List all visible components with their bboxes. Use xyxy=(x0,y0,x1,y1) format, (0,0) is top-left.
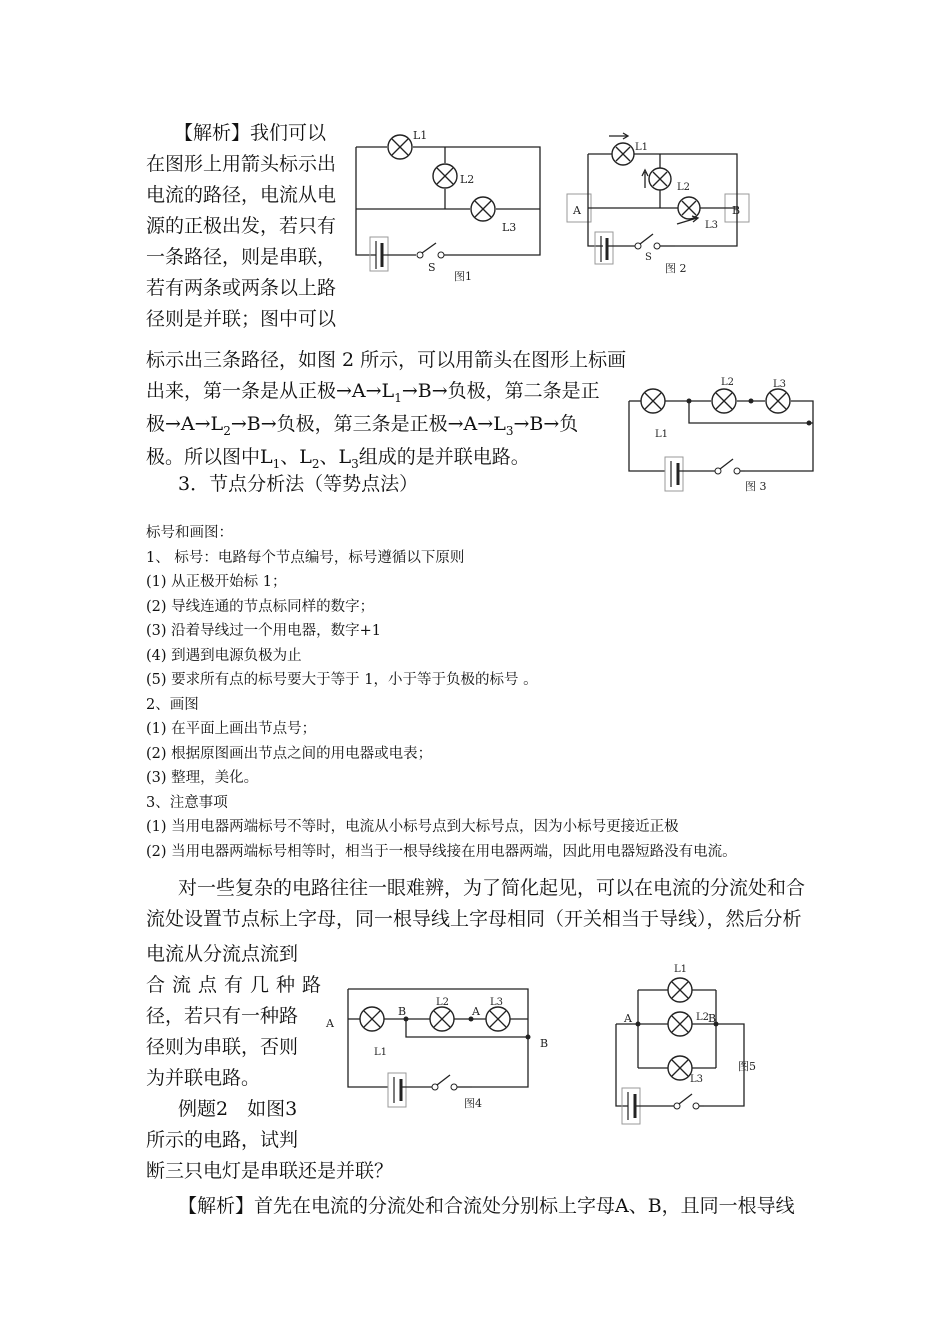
figure-caption: 图4 xyxy=(464,1097,482,1110)
figure-caption: 图1 xyxy=(454,270,472,283)
text-line: 【解析】我们可以 xyxy=(174,122,327,144)
figure-5-circuit xyxy=(604,958,774,1128)
text-line: 合流点有几种路 xyxy=(146,974,329,996)
text-line: 若有两条或两条以上路 xyxy=(146,277,337,299)
label-l1: L1 xyxy=(635,142,649,153)
label-l1: L1 xyxy=(374,1047,388,1058)
text-line: 电流的路径，电流从电 xyxy=(146,184,337,206)
label-l2: L2 xyxy=(721,377,735,388)
node-b: B xyxy=(732,204,741,217)
list-item: 2、画图 xyxy=(146,696,199,713)
figure-caption: 图 2 xyxy=(665,262,687,275)
example-heading: 例题2 如图3 xyxy=(178,1098,298,1120)
label-l3: L3 xyxy=(690,1074,704,1085)
final-line: 【解析】首先在电流的分流处和合流处分别标上字母A、B，且同一根导线 xyxy=(178,1195,795,1217)
figure-3-circuit xyxy=(625,375,820,500)
text-line: 标示出三条路径，如图 2 所示，可以用箭头在图形上标画 xyxy=(146,349,627,371)
intro-wide-text xyxy=(146,345,627,475)
text-line: 径，若只有一种路 xyxy=(146,1005,299,1027)
figure-2-circuit xyxy=(565,128,755,278)
list-item: (3) 沿着导线过一个用电器，数字+1 xyxy=(146,623,382,639)
section-heading: 3．节点分析法（等势点法） xyxy=(178,473,419,495)
label-l1: L1 xyxy=(674,964,688,975)
text-line: 所示的电路，试判 xyxy=(146,1129,299,1151)
label-l3: L3 xyxy=(705,220,719,231)
text-line: 对一些复杂的电路往往一眼难辨，为了简化起见，可以在电流的分流处和合 xyxy=(178,877,806,899)
list-item: (1) 当用电器两端标号不等时，电流从小标号点到大标号点，因为小标号更接近正极 xyxy=(146,819,679,835)
list-item: (2) 根据原图画出节点之间的用电器或电表； xyxy=(146,745,433,762)
node-b-2: B xyxy=(540,1037,549,1050)
node-a: A xyxy=(326,1017,334,1030)
text-line: 极。所以图中$L_1$、$L_2$、$L_3$组成的是并联电路。 xyxy=(146,446,530,471)
list-item: (5) 要求所有点的标号要大于等于 1，小于等于负极的标号 。 xyxy=(146,672,538,688)
intro-narrow-text xyxy=(146,118,346,335)
node-b: B xyxy=(398,1005,407,1018)
text-line: 流处设置节点标上字母，同一根导线上字母相同（开关相当于导线），然后分析 xyxy=(146,908,802,930)
figure-4-circuit xyxy=(322,975,562,1115)
label-l3: L3 xyxy=(773,379,787,390)
label-l3: L3 xyxy=(490,997,504,1008)
paragraph-node-method xyxy=(146,873,826,935)
list-item: (2) 导线连通的节点标同样的数字； xyxy=(146,598,375,615)
text-line: 为并联电路。 xyxy=(146,1067,261,1089)
text-line: 极$\to A\to L_2\to B\to$负极，第三条是正极$\to A\to L_3\to B\to$负 xyxy=(146,413,579,438)
label-l1: L1 xyxy=(413,129,428,142)
list-item: 1、 标号：电路每个节点编号，标号遵循以下原则 xyxy=(146,549,465,566)
node-a-2: A xyxy=(472,1005,480,1018)
text-line: 出来，第一条是从正极$\to A\to L_1\to B\to$负极，第二条是正 xyxy=(146,380,600,405)
node-a: A xyxy=(573,204,581,217)
list-item: (2) 当用电器两端标号相等时，相当于一根导线接在用电器两端，因此用电器短路没有电流。 xyxy=(146,843,737,860)
label-switch: S xyxy=(428,261,436,274)
list-item: (3) 整理，美化。 xyxy=(146,770,259,786)
label-switch: S xyxy=(645,252,652,263)
steps-title: 标号和画图： xyxy=(146,525,233,541)
label-l1: L1 xyxy=(655,429,669,440)
label-l3: L3 xyxy=(502,221,517,234)
node-a: A xyxy=(624,1012,632,1025)
text-line: 一条路径，则是串联， xyxy=(146,246,337,268)
label-l2: L2 xyxy=(677,182,691,193)
node-b: B xyxy=(708,1012,717,1025)
figure-1-circuit xyxy=(350,125,550,285)
text-line: 断三只电灯是串联还是并联？ xyxy=(146,1160,394,1182)
label-l2: L2 xyxy=(696,1012,710,1023)
text-line: 径则是并联；图中可以 xyxy=(146,308,337,330)
text-line: 源的正极出发，若只有 xyxy=(146,215,337,237)
list-item: 3、注意事项 xyxy=(146,794,228,811)
text-line: 径则为串联，否则 xyxy=(146,1036,299,1058)
list-item: (1) 在平面上画出节点号； xyxy=(146,721,317,737)
text-line: 在图形上用箭头标示出 xyxy=(146,153,337,175)
list-item: (4) 到遇到电源负极为止 xyxy=(146,647,302,664)
label-l2: L2 xyxy=(460,173,475,186)
figure-caption: 图5 xyxy=(738,1060,756,1073)
figure-caption: 图 3 xyxy=(745,480,767,493)
text-line: 电流从分流点流到 xyxy=(146,943,299,965)
label-l2: L2 xyxy=(436,997,450,1008)
list-item: (1) 从正极开始标 1； xyxy=(146,574,287,590)
steps-list xyxy=(146,521,846,864)
